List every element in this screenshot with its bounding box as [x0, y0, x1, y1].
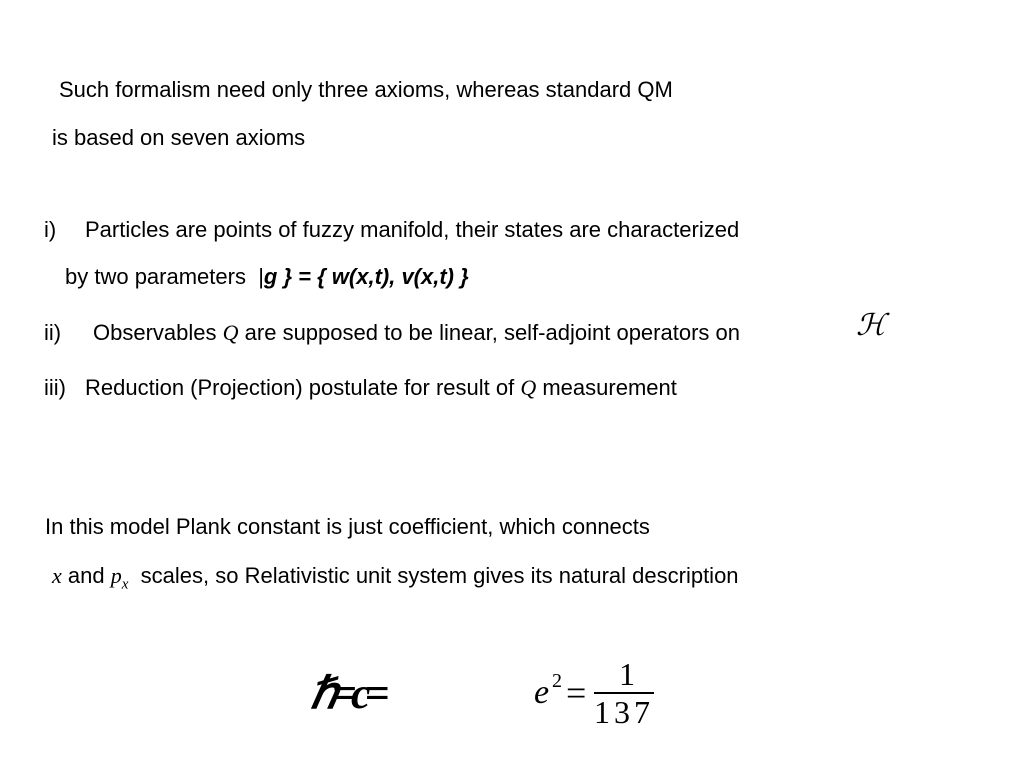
model-line-1: In this model Plank constant is just coefficient, which connects [45, 514, 650, 539]
axiom-i-line-2 [65, 266, 469, 288]
axiom-i-marker: i) [44, 217, 57, 242]
model-line-2-rest: scales, so Relativistic unit system gives its natural description [140, 563, 739, 588]
axiom-iii-line [85, 377, 677, 399]
charge-formula [530, 656, 660, 726]
observable-q-symbol: Q [222, 320, 239, 345]
fraction-numerator: 1 [619, 656, 635, 692]
fraction-denominator: 137 [594, 694, 654, 726]
axiom-ii-marker: ii) [44, 320, 62, 345]
axiom-iii-marker: iii) [44, 375, 66, 400]
e-symbol: e [534, 674, 550, 711]
intro-line-2: is based on seven axioms [52, 125, 306, 150]
charge-equals: = [566, 673, 587, 713]
c-symbol: c [350, 669, 365, 718]
x-symbol: x [52, 563, 62, 588]
p-subscript: x [121, 576, 129, 593]
axiom-i-text: Particles are points of fuzzy manifold, their states are characterized [85, 217, 740, 242]
axiom-i-text2: by two parameters [65, 264, 246, 289]
e-exponent: 2 [552, 670, 562, 692]
intro-line-1: Such formalism need only three axioms, whereas standard QM [59, 77, 673, 102]
and-word: and [67, 563, 105, 588]
units-equals-2: = [364, 669, 384, 718]
axiom-iii-prefix: Reduction (Projection) postulate for result of [85, 375, 515, 400]
state-bar: | [258, 264, 264, 289]
measurement-q-symbol: Q [520, 375, 537, 400]
hilbert-space-symbol: ℋ [856, 308, 886, 343]
state-definition: g } = { w(x,t), v(x,t) } [263, 264, 469, 289]
model-line-2 [52, 565, 739, 592]
charge-fraction [592, 656, 654, 726]
axiom-ii-line [93, 322, 740, 344]
p-symbol: p [110, 563, 122, 588]
units-equals-1: = [331, 669, 351, 718]
axiom-ii-prefix: Observables [93, 320, 217, 345]
unit-formula [310, 668, 428, 728]
axiom-ii-suffix: are supposed to be linear, self-adjoint operators on [244, 320, 740, 345]
hbar-symbol: ℏ [310, 669, 332, 718]
axiom-iii-suffix: measurement [542, 375, 677, 400]
